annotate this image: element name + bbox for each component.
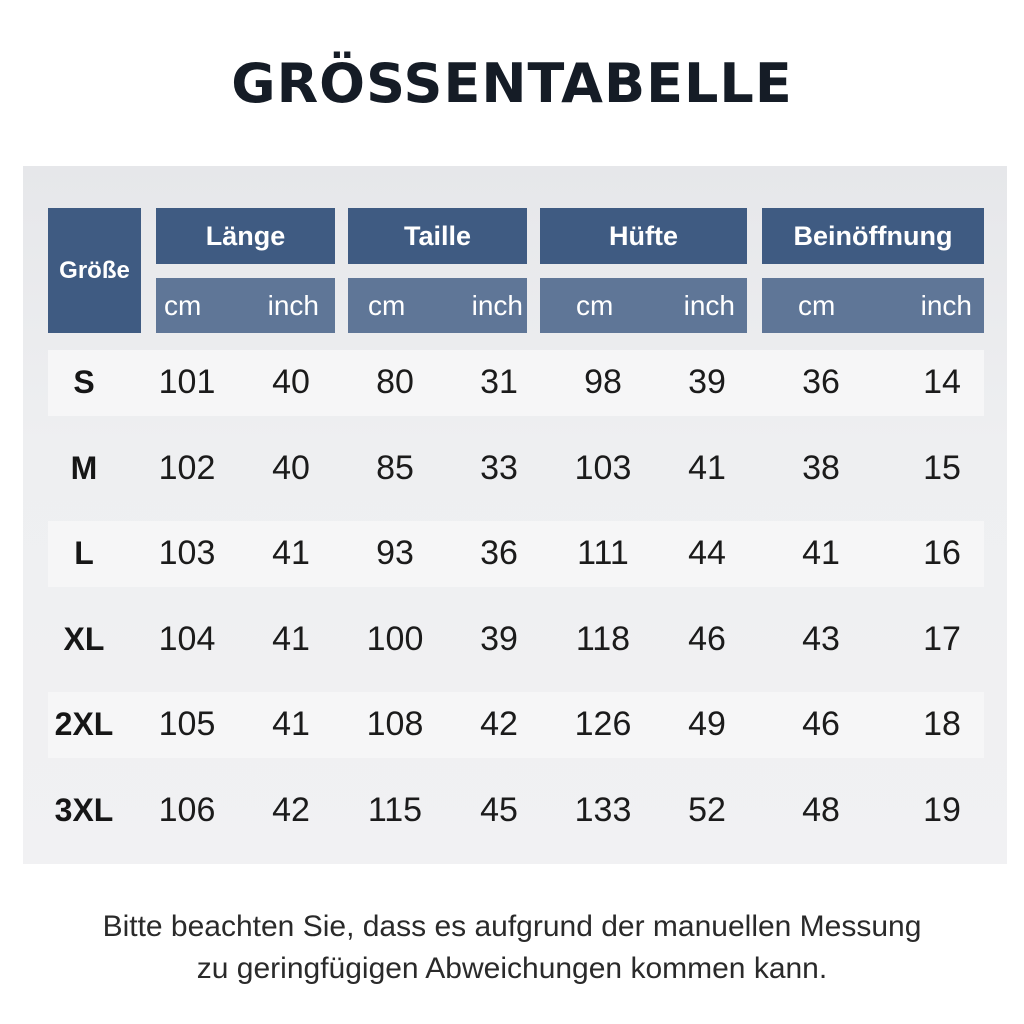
table-cell: 42 <box>272 790 310 829</box>
table-cell: 38 <box>802 448 840 487</box>
table-cell: 31 <box>480 363 518 401</box>
size-label: M <box>70 449 98 486</box>
table-cell: 42 <box>480 705 518 743</box>
table-cell: 126 <box>574 705 632 743</box>
subheader-taille <box>348 278 527 333</box>
unit-cm-label: cm <box>576 289 614 321</box>
unit-cm-label: cm <box>368 289 406 321</box>
unit-inch-label: inch <box>471 289 523 321</box>
table-cell: 108 <box>366 705 424 743</box>
table-cell: 33 <box>480 448 518 487</box>
table-cell: 16 <box>923 534 961 572</box>
table-cell: 105 <box>158 705 216 743</box>
header-huefte: Hüfte <box>540 208 747 264</box>
size-label: L <box>74 535 94 571</box>
subheader-laenge <box>156 278 335 333</box>
size-label: 2XL <box>54 706 114 742</box>
disclaimer-line-2: zu geringfügigen Abweichungen kommen kann. <box>196 952 828 985</box>
table-cell: 36 <box>480 534 518 572</box>
table-cell: 102 <box>158 448 216 487</box>
table-cell: 103 <box>158 534 216 572</box>
size-label: XL <box>63 620 105 657</box>
table-cell: 93 <box>376 534 414 572</box>
header-taille: Taille <box>348 208 527 264</box>
table-cell: 14 <box>923 363 961 401</box>
table-cell: 39 <box>480 619 518 658</box>
table-cell: 106 <box>158 790 216 829</box>
table-cell: 98 <box>584 363 622 401</box>
unit-cm-label: cm <box>164 289 202 321</box>
unit-inch-label: inch <box>920 289 972 321</box>
unit-cm-label: cm <box>798 289 836 321</box>
table-cell: 118 <box>575 619 631 658</box>
table-cell: 111 <box>577 534 629 572</box>
table-cell: 41 <box>272 705 310 743</box>
table-cell: 52 <box>688 790 726 829</box>
table-cell: 85 <box>376 448 414 487</box>
table-cell: 133 <box>574 790 632 829</box>
table-cell: 19 <box>923 790 961 829</box>
unit-inch-label: inch <box>267 289 319 321</box>
table-cell: 18 <box>923 705 961 743</box>
table-cell: 103 <box>574 448 632 487</box>
subheader-beinoeffnung <box>762 278 984 333</box>
size-label: S <box>73 364 95 400</box>
table-cell: 15 <box>923 448 961 487</box>
table-cell: 41 <box>688 448 726 487</box>
table-cell: 40 <box>272 363 310 401</box>
table-cell: 80 <box>376 363 414 401</box>
size-label: 3XL <box>54 791 114 828</box>
disclaimer-line-1: Bitte beachten Sie, dass es aufgrund der manuellen Messung <box>102 910 922 943</box>
unit-inch-label: inch <box>683 289 735 321</box>
table-cell: 41 <box>272 534 310 572</box>
header-beinoeffnung: Beinöffnung <box>762 208 984 264</box>
table-cell: 40 <box>272 448 310 487</box>
table-cell: 36 <box>802 363 840 401</box>
table-cell: 41 <box>272 619 310 658</box>
page-title: GRÖSSENTABELLE <box>231 52 793 115</box>
subheader-huefte <box>540 278 747 333</box>
size-table-panel <box>23 166 1007 864</box>
table-cell: 43 <box>802 619 840 658</box>
table-cell: 45 <box>480 790 518 829</box>
table-cell: 46 <box>688 619 726 658</box>
table-cell: 49 <box>688 705 726 743</box>
table-cell: 101 <box>158 363 216 401</box>
table-cell: 39 <box>688 363 726 401</box>
table-cell: 115 <box>367 790 423 829</box>
table-cell: 17 <box>923 619 961 658</box>
table-cell: 41 <box>802 534 840 572</box>
table-cell: 100 <box>366 619 424 658</box>
header-laenge: Länge <box>156 208 335 264</box>
size-column-header: Größe <box>48 208 141 333</box>
table-cell: 44 <box>688 534 726 572</box>
table-cell: 48 <box>802 790 840 829</box>
table-cell: 46 <box>802 705 840 743</box>
table-cell: 104 <box>158 619 216 658</box>
